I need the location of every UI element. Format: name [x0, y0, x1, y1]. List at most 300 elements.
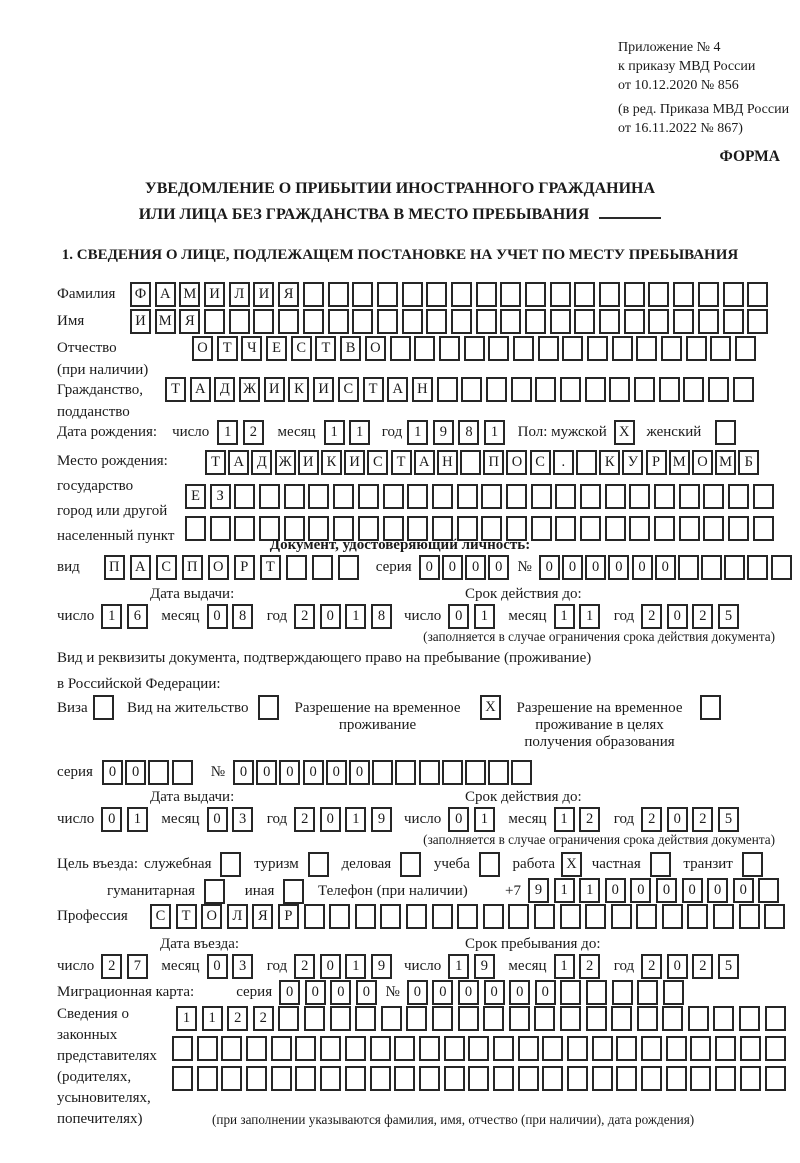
- form-cell[interactable]: [258, 695, 279, 720]
- form-cell[interactable]: 8: [371, 604, 392, 629]
- form-cell[interactable]: [511, 760, 532, 785]
- form-cell[interactable]: [320, 1036, 341, 1061]
- residence-permit-checkbox[interactable]: [258, 695, 283, 720]
- form-cell[interactable]: [701, 555, 722, 580]
- form-cell[interactable]: 0: [458, 980, 479, 1005]
- form-cell[interactable]: [687, 904, 708, 929]
- form-cell[interactable]: [295, 1036, 316, 1061]
- form-cell[interactable]: 1: [554, 878, 575, 903]
- form-cell[interactable]: [271, 1066, 292, 1091]
- form-cell[interactable]: [511, 377, 532, 402]
- form-cell[interactable]: [662, 904, 683, 929]
- form-cell[interactable]: [715, 420, 736, 445]
- form-cell[interactable]: [352, 282, 373, 307]
- form-cell[interactable]: [355, 904, 376, 929]
- form-cell[interactable]: 0: [207, 954, 228, 979]
- form-cell[interactable]: 2: [692, 807, 713, 832]
- form-cell[interactable]: [476, 309, 497, 334]
- form-cell[interactable]: [525, 282, 546, 307]
- form-cell[interactable]: [747, 282, 768, 307]
- form-cell[interactable]: 0: [608, 555, 629, 580]
- form-cell[interactable]: [493, 1066, 514, 1091]
- form-cell[interactable]: [328, 309, 349, 334]
- form-cell[interactable]: [592, 1066, 613, 1091]
- form-cell[interactable]: [710, 336, 731, 361]
- form-cell[interactable]: 0: [733, 878, 754, 903]
- form-cell[interactable]: [221, 1066, 242, 1091]
- form-cell[interactable]: 5: [718, 954, 739, 979]
- form-cell[interactable]: 1: [407, 420, 428, 445]
- form-cell[interactable]: М: [179, 282, 200, 307]
- form-cell[interactable]: [715, 1036, 736, 1061]
- form-cell[interactable]: 2: [579, 954, 600, 979]
- form-cell[interactable]: [509, 1006, 530, 1031]
- form-cell[interactable]: X: [561, 852, 582, 877]
- form-cell[interactable]: 0: [605, 878, 626, 903]
- form-cell[interactable]: П: [483, 450, 504, 475]
- form-cell[interactable]: [739, 904, 760, 929]
- form-cell[interactable]: [457, 484, 478, 509]
- form-cell[interactable]: А: [414, 450, 435, 475]
- form-cell[interactable]: [329, 904, 350, 929]
- form-cell[interactable]: [555, 484, 576, 509]
- form-cell[interactable]: 0: [233, 760, 254, 785]
- form-cell[interactable]: [765, 1006, 786, 1031]
- form-cell[interactable]: 0: [667, 807, 688, 832]
- form-cell[interactable]: 8: [458, 420, 479, 445]
- form-cell[interactable]: Т: [165, 377, 186, 402]
- form-cell[interactable]: [611, 904, 632, 929]
- form-cell[interactable]: 0: [320, 807, 341, 832]
- form-cell[interactable]: [479, 852, 500, 877]
- form-cell[interactable]: [690, 1066, 711, 1091]
- form-cell[interactable]: С: [367, 450, 388, 475]
- form-cell[interactable]: 0: [419, 555, 440, 580]
- form-cell[interactable]: К: [288, 377, 309, 402]
- form-cell[interactable]: П: [182, 555, 203, 580]
- form-cell[interactable]: Т: [260, 555, 281, 580]
- form-cell[interactable]: [654, 484, 675, 509]
- form-cell[interactable]: 7: [127, 954, 148, 979]
- form-cell[interactable]: [666, 1066, 687, 1091]
- form-cell[interactable]: [666, 1036, 687, 1061]
- form-cell[interactable]: [673, 282, 694, 307]
- form-cell[interactable]: Ч: [241, 336, 262, 361]
- form-cell[interactable]: [93, 695, 114, 720]
- form-cell[interactable]: [303, 282, 324, 307]
- form-cell[interactable]: [637, 980, 658, 1005]
- form-cell[interactable]: О: [192, 336, 213, 361]
- form-cell[interactable]: 0: [102, 760, 123, 785]
- form-cell[interactable]: Р: [234, 555, 255, 580]
- form-cell[interactable]: [278, 309, 299, 334]
- form-cell[interactable]: X: [480, 695, 501, 720]
- form-cell[interactable]: [426, 282, 447, 307]
- form-cell[interactable]: [283, 879, 304, 904]
- form-cell[interactable]: [271, 1036, 292, 1061]
- form-cell[interactable]: С: [338, 377, 359, 402]
- form-cell[interactable]: К: [321, 450, 342, 475]
- form-cell[interactable]: 0: [448, 604, 469, 629]
- form-cell[interactable]: [304, 1006, 325, 1031]
- form-cell[interactable]: 2: [243, 420, 264, 445]
- form-cell[interactable]: [567, 1036, 588, 1061]
- form-cell[interactable]: О: [506, 450, 527, 475]
- form-cell[interactable]: [286, 555, 307, 580]
- form-cell[interactable]: 9: [433, 420, 454, 445]
- form-cell[interactable]: [476, 282, 497, 307]
- form-cell[interactable]: [394, 1036, 415, 1061]
- form-cell[interactable]: [381, 1006, 402, 1031]
- form-cell[interactable]: 0: [256, 760, 277, 785]
- form-cell[interactable]: Л: [229, 282, 250, 307]
- form-cell[interactable]: Н: [412, 377, 433, 402]
- form-cell[interactable]: [506, 484, 527, 509]
- form-cell[interactable]: 0: [303, 760, 324, 785]
- form-cell[interactable]: [234, 484, 255, 509]
- form-cell[interactable]: [352, 309, 373, 334]
- form-cell[interactable]: 0: [330, 980, 351, 1005]
- form-cell[interactable]: [338, 555, 359, 580]
- form-cell[interactable]: 0: [630, 878, 651, 903]
- form-cell[interactable]: [345, 1036, 366, 1061]
- form-cell[interactable]: 0: [562, 555, 583, 580]
- form-cell[interactable]: [488, 760, 509, 785]
- form-cell[interactable]: 9: [474, 954, 495, 979]
- purpose-work-checkbox[interactable]: [561, 852, 586, 877]
- form-cell[interactable]: [328, 282, 349, 307]
- form-cell[interactable]: 2: [641, 604, 662, 629]
- form-cell[interactable]: 0: [488, 555, 509, 580]
- form-cell[interactable]: [650, 852, 671, 877]
- form-cell[interactable]: [609, 377, 630, 402]
- form-cell[interactable]: 1: [345, 954, 366, 979]
- form-cell[interactable]: [468, 1036, 489, 1061]
- form-cell[interactable]: [148, 760, 169, 785]
- form-cell[interactable]: [444, 1036, 465, 1061]
- form-cell[interactable]: И: [130, 309, 151, 334]
- form-cell[interactable]: [580, 484, 601, 509]
- form-cell[interactable]: [585, 904, 606, 929]
- form-cell[interactable]: [688, 1006, 709, 1031]
- form-cell[interactable]: [733, 377, 754, 402]
- form-cell[interactable]: [567, 1066, 588, 1091]
- form-cell[interactable]: [538, 336, 559, 361]
- form-cell[interactable]: [383, 484, 404, 509]
- form-cell[interactable]: 0: [101, 807, 122, 832]
- form-cell[interactable]: 2: [294, 807, 315, 832]
- form-cell[interactable]: 0: [432, 980, 453, 1005]
- form-cell[interactable]: [259, 484, 280, 509]
- form-cell[interactable]: [518, 1036, 539, 1061]
- form-cell[interactable]: [407, 484, 428, 509]
- form-cell[interactable]: [648, 309, 669, 334]
- form-cell[interactable]: [637, 1006, 658, 1031]
- form-cell[interactable]: [172, 1036, 193, 1061]
- form-cell[interactable]: 0: [326, 760, 347, 785]
- form-cell[interactable]: 2: [692, 954, 713, 979]
- form-cell[interactable]: А: [228, 450, 249, 475]
- form-cell[interactable]: [308, 484, 329, 509]
- form-cell[interactable]: О: [365, 336, 386, 361]
- form-cell[interactable]: [698, 282, 719, 307]
- form-cell[interactable]: 0: [125, 760, 146, 785]
- form-cell[interactable]: [402, 282, 423, 307]
- form-cell[interactable]: [550, 282, 571, 307]
- form-cell[interactable]: 0: [320, 954, 341, 979]
- visa-checkbox[interactable]: [93, 695, 118, 720]
- form-cell[interactable]: 0: [632, 555, 653, 580]
- form-cell[interactable]: [284, 484, 305, 509]
- form-cell[interactable]: [312, 555, 333, 580]
- form-cell[interactable]: О: [692, 450, 713, 475]
- form-cell[interactable]: [663, 980, 684, 1005]
- form-cell[interactable]: 0: [539, 555, 560, 580]
- form-cell[interactable]: [370, 1036, 391, 1061]
- form-cell[interactable]: 0: [356, 980, 377, 1005]
- form-cell[interactable]: [377, 282, 398, 307]
- purpose-tourism-checkbox[interactable]: [308, 852, 333, 877]
- form-cell[interactable]: 0: [207, 604, 228, 629]
- form-cell[interactable]: [724, 555, 745, 580]
- form-cell[interactable]: 1: [127, 807, 148, 832]
- form-cell[interactable]: А: [130, 555, 151, 580]
- form-cell[interactable]: [771, 555, 792, 580]
- form-cell[interactable]: 0: [442, 555, 463, 580]
- form-cell[interactable]: [500, 309, 521, 334]
- form-cell[interactable]: Р: [646, 450, 667, 475]
- form-cell[interactable]: [678, 555, 699, 580]
- purpose-other-checkbox[interactable]: [283, 879, 308, 904]
- form-cell[interactable]: [560, 1006, 581, 1031]
- purpose-private-checkbox[interactable]: [650, 852, 675, 877]
- form-cell[interactable]: К: [599, 450, 620, 475]
- form-cell[interactable]: [483, 1006, 504, 1031]
- sex-female-checkbox[interactable]: [715, 420, 740, 445]
- form-cell[interactable]: [576, 450, 597, 475]
- form-cell[interactable]: Д: [251, 450, 272, 475]
- form-cell[interactable]: [464, 336, 485, 361]
- form-cell[interactable]: [432, 904, 453, 929]
- form-cell[interactable]: Я: [179, 309, 200, 334]
- form-cell[interactable]: [683, 377, 704, 402]
- form-cell[interactable]: [204, 879, 225, 904]
- form-cell[interactable]: [765, 1066, 786, 1091]
- form-cell[interactable]: М: [669, 450, 690, 475]
- form-cell[interactable]: 1: [474, 807, 495, 832]
- form-cell[interactable]: [661, 336, 682, 361]
- form-cell[interactable]: [758, 878, 779, 903]
- form-cell[interactable]: 0: [655, 555, 676, 580]
- form-cell[interactable]: [764, 904, 785, 929]
- form-cell[interactable]: [659, 377, 680, 402]
- form-cell[interactable]: [560, 377, 581, 402]
- form-cell[interactable]: 6: [127, 604, 148, 629]
- form-cell[interactable]: [370, 1066, 391, 1091]
- form-cell[interactable]: [586, 1006, 607, 1031]
- form-cell[interactable]: М: [715, 450, 736, 475]
- form-cell[interactable]: И: [253, 282, 274, 307]
- form-cell[interactable]: [221, 1036, 242, 1061]
- form-cell[interactable]: 2: [641, 954, 662, 979]
- form-cell[interactable]: [518, 1066, 539, 1091]
- form-cell[interactable]: [560, 904, 581, 929]
- form-cell[interactable]: [394, 1066, 415, 1091]
- form-cell[interactable]: [673, 309, 694, 334]
- form-cell[interactable]: [679, 484, 700, 509]
- form-cell[interactable]: С: [156, 555, 177, 580]
- form-cell[interactable]: [715, 1066, 736, 1091]
- form-cell[interactable]: [765, 1036, 786, 1061]
- form-cell[interactable]: [629, 484, 650, 509]
- form-cell[interactable]: [304, 904, 325, 929]
- form-cell[interactable]: [700, 695, 721, 720]
- form-cell[interactable]: 0: [535, 980, 556, 1005]
- form-cell[interactable]: [432, 1006, 453, 1031]
- form-cell[interactable]: 2: [641, 807, 662, 832]
- form-cell[interactable]: [574, 309, 595, 334]
- form-cell[interactable]: 1: [484, 420, 505, 445]
- purpose-service-checkbox[interactable]: [220, 852, 245, 877]
- form-cell[interactable]: 1: [579, 604, 600, 629]
- form-cell[interactable]: 1: [345, 604, 366, 629]
- form-cell[interactable]: О: [208, 555, 229, 580]
- form-cell[interactable]: 2: [253, 1006, 274, 1031]
- form-cell[interactable]: [451, 282, 472, 307]
- form-cell[interactable]: 0: [656, 878, 677, 903]
- form-cell[interactable]: [402, 309, 423, 334]
- form-cell[interactable]: [406, 904, 427, 929]
- form-cell[interactable]: [432, 484, 453, 509]
- form-cell[interactable]: [414, 336, 435, 361]
- form-cell[interactable]: Ж: [275, 450, 296, 475]
- purpose-humanitarian-checkbox[interactable]: [204, 879, 229, 904]
- form-cell[interactable]: [458, 1006, 479, 1031]
- form-cell[interactable]: А: [387, 377, 408, 402]
- form-cell[interactable]: [690, 1036, 711, 1061]
- form-cell[interactable]: [686, 336, 707, 361]
- form-cell[interactable]: [740, 1066, 761, 1091]
- form-cell[interactable]: И: [204, 282, 225, 307]
- form-cell[interactable]: Л: [227, 904, 248, 929]
- form-cell[interactable]: М: [155, 309, 176, 334]
- temp-permit-checkbox[interactable]: [480, 695, 505, 720]
- form-cell[interactable]: X: [614, 420, 635, 445]
- form-cell[interactable]: З: [210, 484, 231, 509]
- form-cell[interactable]: [229, 309, 250, 334]
- form-cell[interactable]: [406, 1006, 427, 1031]
- form-cell[interactable]: [753, 484, 774, 509]
- form-cell[interactable]: С: [150, 904, 171, 929]
- form-cell[interactable]: [586, 980, 607, 1005]
- form-cell[interactable]: [648, 282, 669, 307]
- form-cell[interactable]: [747, 309, 768, 334]
- form-cell[interactable]: 0: [407, 980, 428, 1005]
- form-cell[interactable]: Т: [205, 450, 226, 475]
- form-cell[interactable]: [442, 760, 463, 785]
- form-cell[interactable]: [611, 1006, 632, 1031]
- form-cell[interactable]: Я: [278, 282, 299, 307]
- form-cell[interactable]: [542, 1066, 563, 1091]
- form-cell[interactable]: 2: [227, 1006, 248, 1031]
- form-cell[interactable]: [444, 1066, 465, 1091]
- form-cell[interactable]: [246, 1036, 267, 1061]
- edu-permit-checkbox[interactable]: [700, 695, 725, 720]
- form-cell[interactable]: 0: [509, 980, 530, 1005]
- form-cell[interactable]: [534, 1006, 555, 1031]
- form-cell[interactable]: [713, 904, 734, 929]
- form-cell[interactable]: [739, 1006, 760, 1031]
- form-cell[interactable]: [562, 336, 583, 361]
- form-cell[interactable]: 1: [554, 954, 575, 979]
- form-cell[interactable]: [295, 1066, 316, 1091]
- form-cell[interactable]: 9: [371, 807, 392, 832]
- form-cell[interactable]: [634, 377, 655, 402]
- form-cell[interactable]: [508, 904, 529, 929]
- form-cell[interactable]: [550, 309, 571, 334]
- form-cell[interactable]: А: [190, 377, 211, 402]
- form-cell[interactable]: [481, 484, 502, 509]
- form-cell[interactable]: .: [553, 450, 574, 475]
- form-cell[interactable]: [483, 904, 504, 929]
- form-cell[interactable]: [345, 1066, 366, 1091]
- form-cell[interactable]: 0: [448, 807, 469, 832]
- form-cell[interactable]: [278, 1006, 299, 1031]
- form-cell[interactable]: С: [291, 336, 312, 361]
- form-cell[interactable]: [723, 282, 744, 307]
- form-cell[interactable]: И: [264, 377, 285, 402]
- form-cell[interactable]: [500, 282, 521, 307]
- form-cell[interactable]: [460, 450, 481, 475]
- form-cell[interactable]: [400, 852, 421, 877]
- form-cell[interactable]: П: [104, 555, 125, 580]
- form-cell[interactable]: [513, 336, 534, 361]
- form-cell[interactable]: [486, 377, 507, 402]
- form-cell[interactable]: [641, 1066, 662, 1091]
- form-cell[interactable]: 1: [579, 878, 600, 903]
- form-cell[interactable]: Т: [217, 336, 238, 361]
- form-cell[interactable]: В: [340, 336, 361, 361]
- form-cell[interactable]: [333, 484, 354, 509]
- form-cell[interactable]: 1: [554, 604, 575, 629]
- form-cell[interactable]: [355, 1006, 376, 1031]
- form-cell[interactable]: Т: [315, 336, 336, 361]
- form-cell[interactable]: [493, 1036, 514, 1061]
- form-cell[interactable]: Ж: [239, 377, 260, 402]
- form-cell[interactable]: А: [155, 282, 176, 307]
- form-cell[interactable]: И: [298, 450, 319, 475]
- form-cell[interactable]: О: [201, 904, 222, 929]
- form-cell[interactable]: 1: [554, 807, 575, 832]
- form-cell[interactable]: 0: [667, 604, 688, 629]
- form-cell[interactable]: [457, 904, 478, 929]
- form-cell[interactable]: [728, 484, 749, 509]
- sex-male-checkbox[interactable]: [614, 420, 639, 445]
- form-cell[interactable]: [560, 980, 581, 1005]
- form-cell[interactable]: [612, 980, 633, 1005]
- form-cell[interactable]: 2: [101, 954, 122, 979]
- form-cell[interactable]: 1: [101, 604, 122, 629]
- form-cell[interactable]: [713, 1006, 734, 1031]
- form-cell[interactable]: Н: [437, 450, 458, 475]
- form-cell[interactable]: [534, 904, 555, 929]
- form-cell[interactable]: [742, 852, 763, 877]
- form-cell[interactable]: 2: [692, 604, 713, 629]
- form-cell[interactable]: [698, 309, 719, 334]
- form-cell[interactable]: [437, 377, 458, 402]
- form-cell[interactable]: 1: [324, 420, 345, 445]
- form-cell[interactable]: 0: [682, 878, 703, 903]
